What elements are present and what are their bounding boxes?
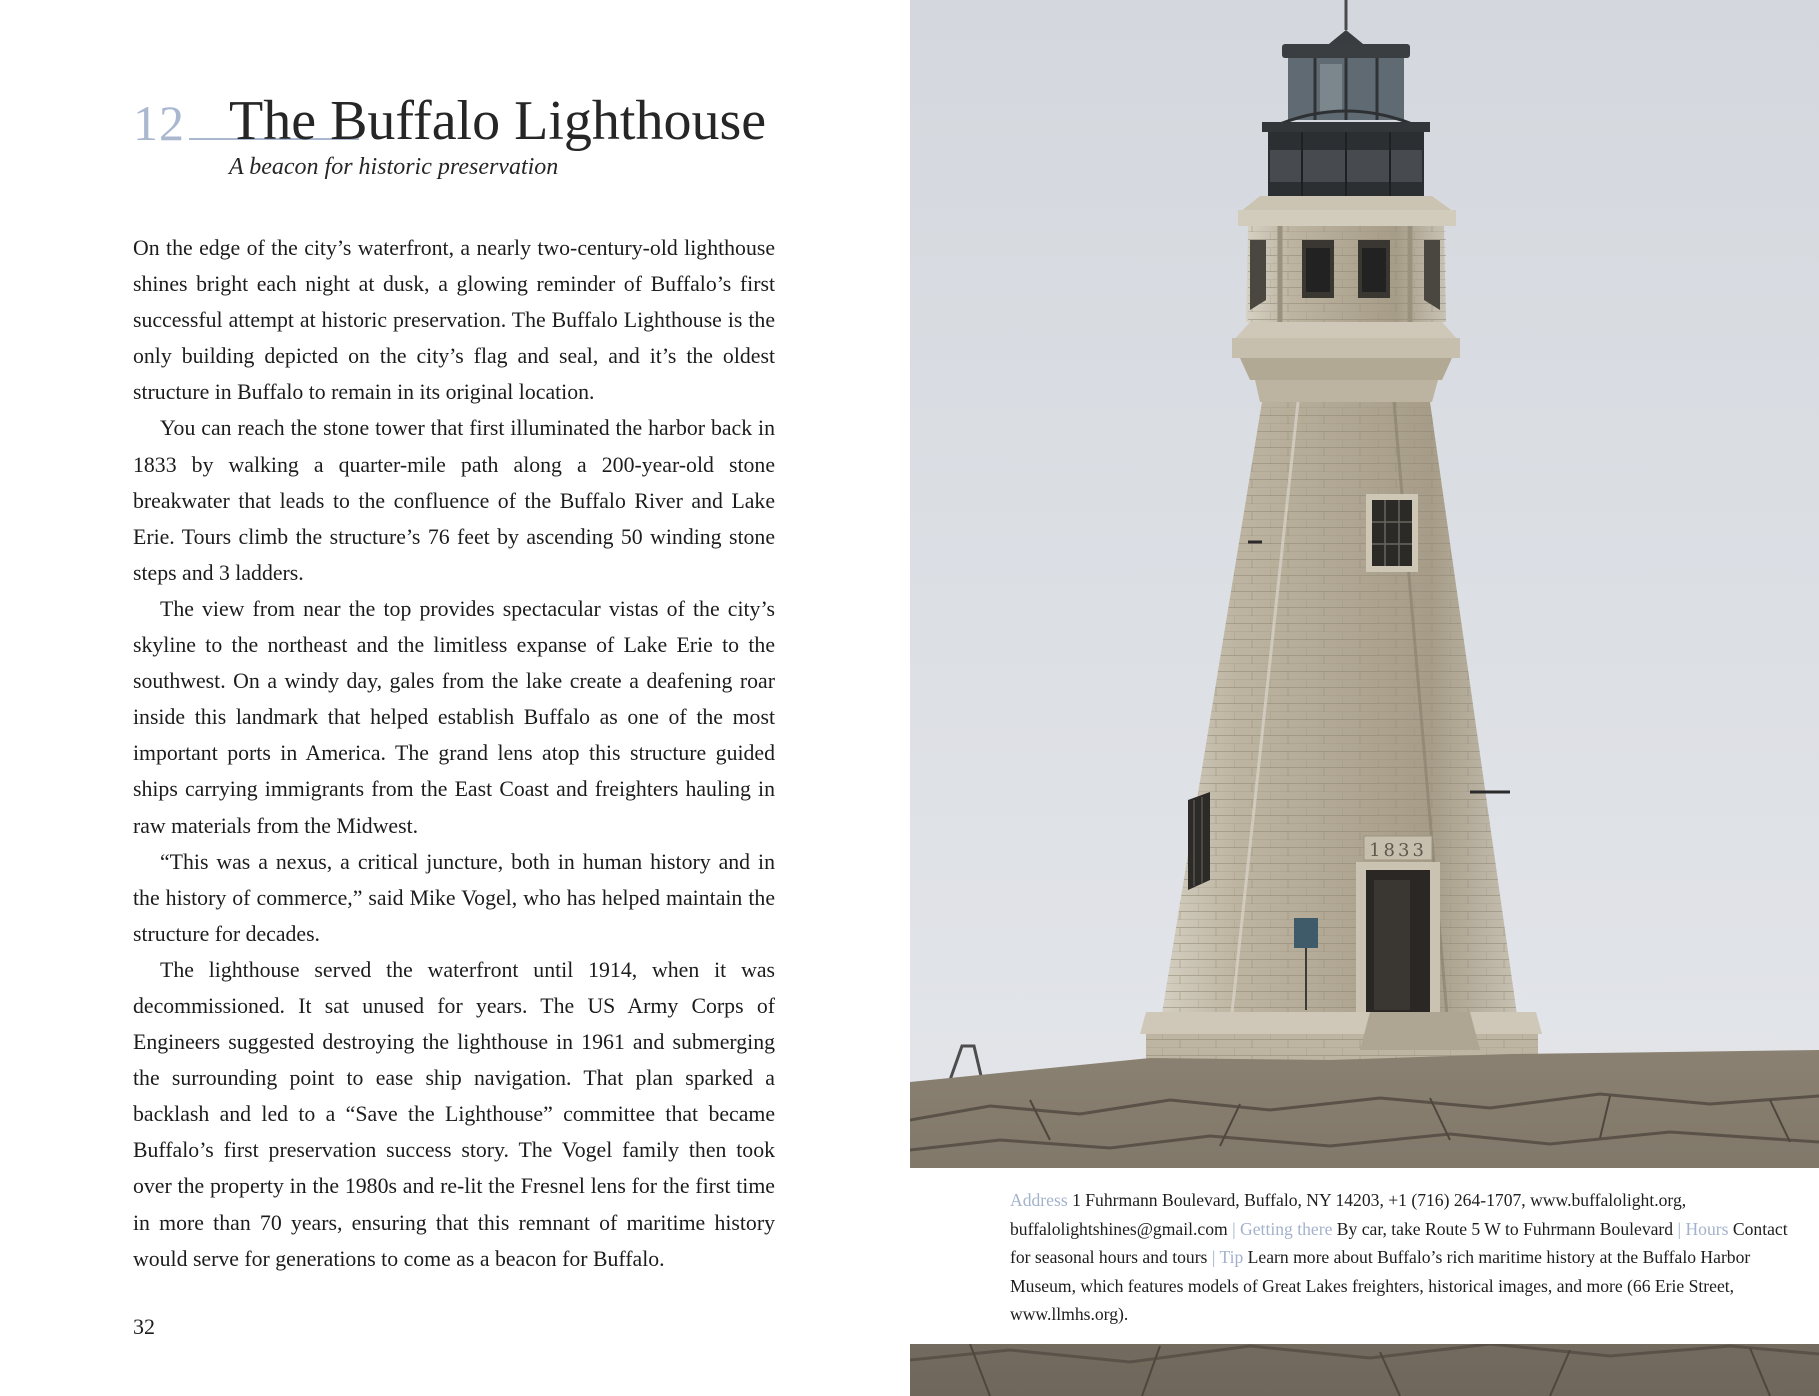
paragraph-3: The view from near the top provides spectacular vistas of the city’s skyline to the northeast and the limitless expanse of Lake Erie to the southwest. On a windy day, gales from the lake create a deafening roar inside this landmark that helped establish Buffalo as one of the most important ports in America. The grand lens atop this structure guided ships carrying immigrants from the East Coast and freighters hauling in raw materials from the Midwest. (133, 596, 775, 838)
separator: | (1211, 1247, 1216, 1267)
date-plaque: 1833 (1369, 840, 1427, 861)
paragraph-4: “This was a nexus, a critical juncture, both in human history and in the history of commerce,” said Mike Vogel, who has helped maintain the structure for decades. (133, 849, 775, 946)
chapter-subtitle: A beacon for historic preservation (229, 154, 559, 180)
hours-text: Contact for seasonal hours and tours (1010, 1218, 1788, 1267)
chapter-title: The Buffalo Lighthouse (229, 90, 767, 152)
getting-there-label: Getting there (1240, 1218, 1333, 1239)
paragraph-1: On the edge of the city’s waterfront, a nearly two-century-old lighthouse shines bright each night at dusk, a glowing reminder of Buffalo’s first successful attempt at historic preservation. The Buffalo Lighthouse is the only building depicted on the city’s flag and seal, and it’s the oldest structure in Buffalo to remain in its original location. (133, 236, 775, 405)
info-box (910, 1168, 1819, 1344)
right-page (910, 0, 1819, 1396)
separator: | (1677, 1218, 1682, 1239)
separator: | (1232, 1218, 1236, 1239)
paragraph-5: The lighthouse served the waterfront until 1914, when it was decommissioned. It sat unused for years. The US Army Corps of Engineers suggested destroying the lighthouse in 1961 and submerging the surrounding point to ease ship navigation. That plan sparked a backlash and led to a “Save the Lighthouse” committee that became Buffalo’s first preservation success story. The Vogel family then took over the property in the 1980s and re-lit the Fresnel lens for the first time in more than 70 years, ensuring that this remnant of maritime history would serve for generations to come as a beacon for Buffalo. (133, 957, 775, 1271)
tip-text: Learn more about Buffalo’s rich maritime history at the Buffalo Harbor Museum, which features models of Great Lakes freighters, historical images, and more (66 Erie Street, www.llmhs.org). (1010, 1247, 1751, 1324)
getting-there-text: By car, take Route 5 W to Fuhrmann Boulevard (1336, 1218, 1674, 1239)
page-number: 32 (133, 1314, 155, 1339)
visitor-info (1010, 1186, 1800, 1329)
address-text: 1 Fuhrmann Boulevard, Buffalo, NY 14203, +1 (716) 264-1707, www.buffalolight.org, buffalolightshines@gmail.com (1010, 1190, 1687, 1239)
paragraph-2: You can reach the stone tower that first illuminated the harbor back in 1833 by walking a quarter-mile path along a 200-year-old stone breakwater that leads to the confluence of the Buffalo River and Lake Erie. Tours climb the structure’s 76 feet by ascending 50 winding stone steps and 3 ladders. (133, 416, 775, 585)
hours-label: Hours (1685, 1218, 1729, 1239)
tip-label: Tip (1219, 1247, 1244, 1267)
chapter-number: 12 (133, 95, 185, 151)
address-label: Address (1010, 1190, 1068, 1210)
body-text (133, 230, 775, 1277)
